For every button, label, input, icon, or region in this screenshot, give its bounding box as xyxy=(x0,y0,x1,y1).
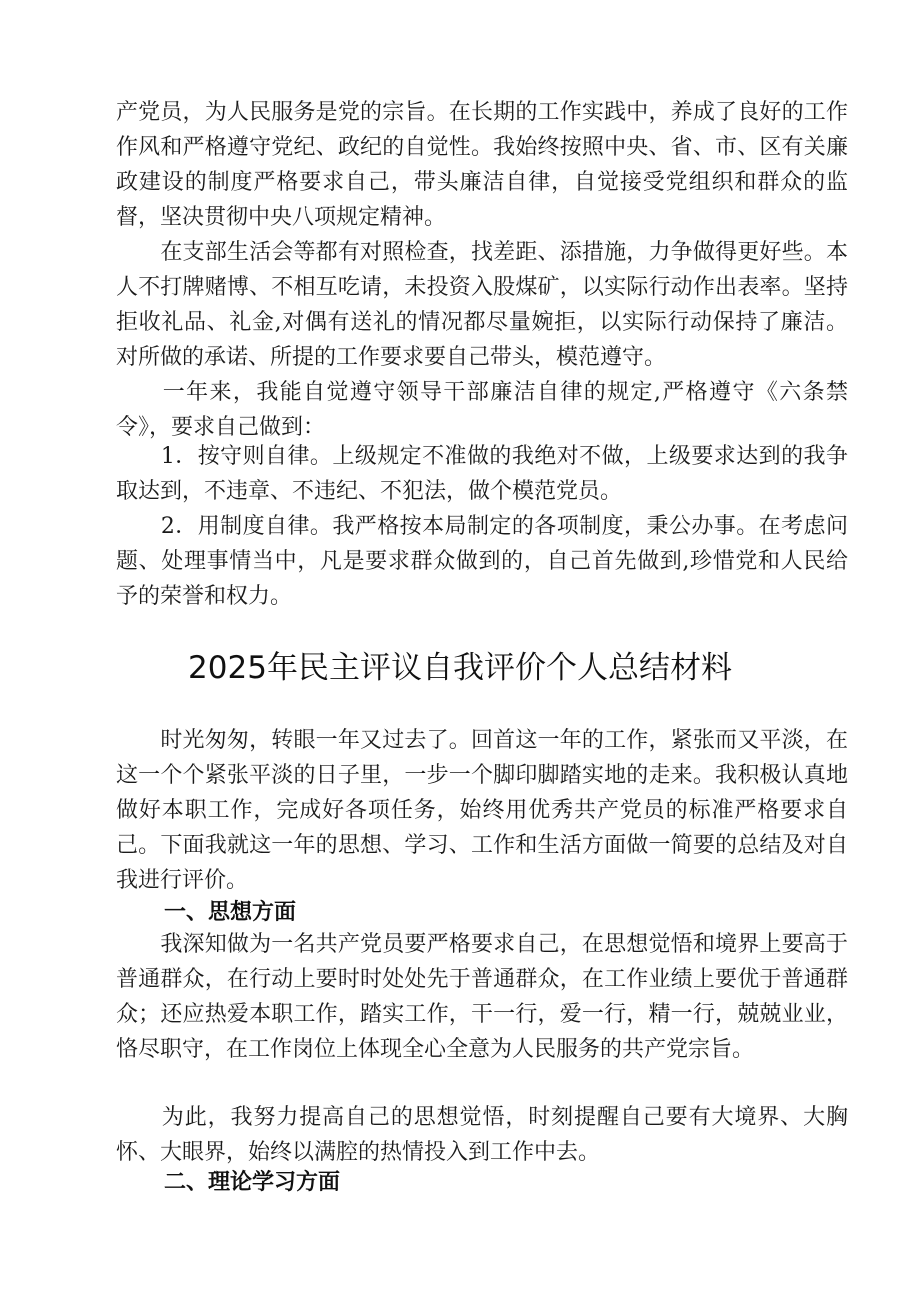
document-title: 2025年民主评议自我评价个人总结材料 xyxy=(188,650,732,686)
body-paragraph: 我深知做为一名共产党员要严格要求自己，在思想觉悟和境界上要高于普通群众，在行动上要时时处处先于普通群众，在工作业绩上要优于普通群众；还应热爱本职工作，踏实工作，干一行，爱一行，精一行，兢兢业业，恪尽职守，在工作岗位上体现全心全意为人民服务的共产党宗旨。 xyxy=(116,932,848,1062)
body-paragraph: 为此，我努力提高自己的思想觉悟，时刻提醒自己要有大境界、大胸怀、大眼界，始终以满腔的热情投入到工作中去。 xyxy=(116,1105,848,1165)
section-heading: 一、思想方面 xyxy=(164,900,297,925)
body-paragraph: 一年来，我能自觉遵守领导干部廉洁自律的规定,严格遵守《六条禁令》，要求自己做到： xyxy=(116,380,848,440)
body-paragraph: 时光匆匆，转眼一年又过去了。回首这一年的工作，紧张而又平淡，在这一个个紧张平淡的日子里，一步一个脚印脚踏实地的走来。我积极认真地做好本职工作，完成好各项任务，始终用优秀共产党员的标准严格要求自己。下面我就这一年的思想、学习、工作和生活方面做一简要的总结及对自我进行评价。 xyxy=(116,728,848,893)
section-heading: 二、理论学习方面 xyxy=(164,1170,341,1195)
body-paragraph: 在支部生活会等都有对照检查，找差距、添措施，力争做得更好些。本人不打牌赌博、不相互吃请，未投资入股煤矿，以实际行动作出表率。坚持拒收礼品、礼金,对偶有送礼的情况都尽量婉拒，以实际行动保持了廉洁。对所做的承诺、所提的工作要求要自己带头，模范遵守。 xyxy=(116,240,848,370)
body-paragraph: 产党员，为人民服务是党的宗旨。在长期的工作实践中，养成了良好的工作作风和严格遵守党纪、政纪的自觉性。我始终按照中央、省、市、区有关廉政建设的制度严格要求自己，带头廉洁自律，自觉接受党组织和群众的监督，坚决贯彻中央八项规定精神。 xyxy=(116,100,848,230)
body-paragraph: 2．用制度自律。我严格按本局制定的各项制度，秉公办事。在考虑问题、处理事情当中，凡是要求群众做到的，自己首先做到,珍惜党和人民给予的荣誉和权力。 xyxy=(116,514,848,609)
body-paragraph: 1．按守则自律。上级规定不准做的我绝对不做，上级要求达到的我争取达到，不违章、不违纪、不犯法，做个模范党员。 xyxy=(116,444,848,504)
